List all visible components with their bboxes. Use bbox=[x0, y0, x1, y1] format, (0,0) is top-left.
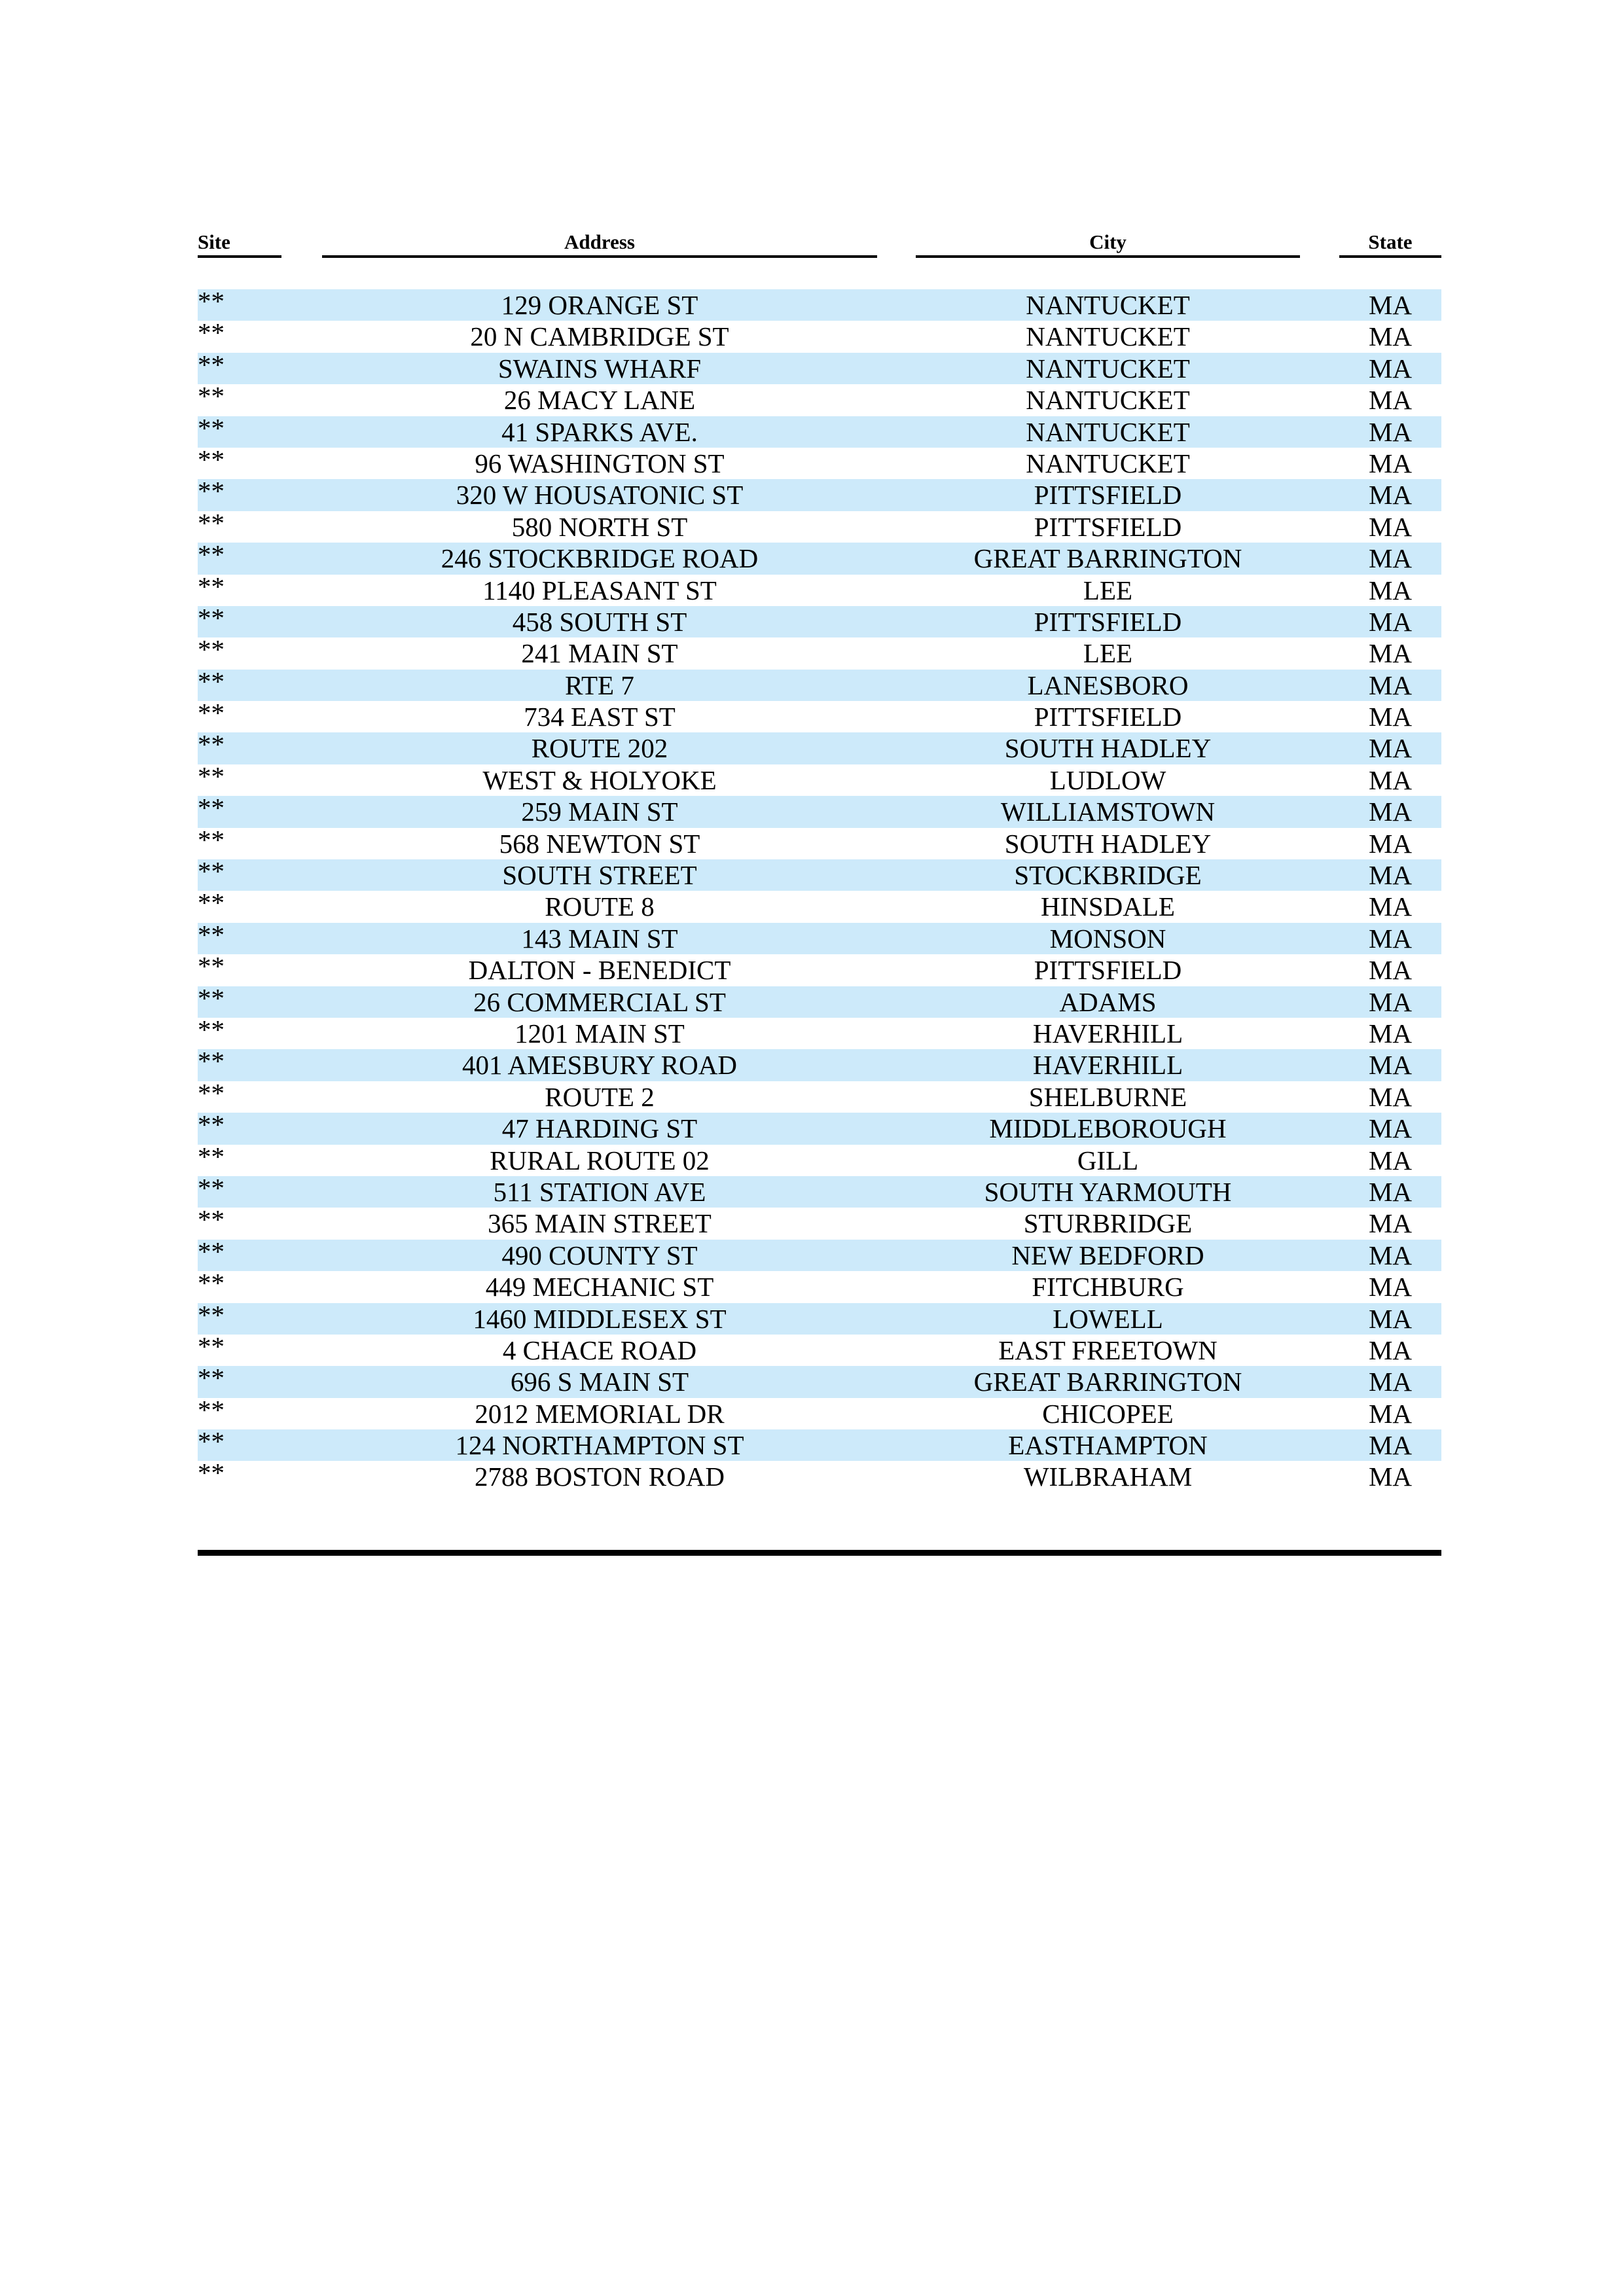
cell-state: MA bbox=[1368, 1367, 1413, 1397]
table-row bbox=[198, 1109, 1441, 1144]
table-row bbox=[198, 539, 1441, 574]
cell-address: 26 COMMERCIAL ST bbox=[473, 986, 726, 1017]
table-row bbox=[198, 349, 1441, 384]
table-row bbox=[198, 919, 1441, 954]
cell-city: ADAMS bbox=[1059, 986, 1157, 1017]
cell-city: HINSDALE bbox=[1041, 891, 1175, 922]
cell-state: MA bbox=[1368, 416, 1413, 447]
cell-city: MONSON bbox=[1049, 923, 1166, 954]
cell-site: ** bbox=[198, 476, 225, 507]
table-row bbox=[198, 1363, 1441, 1397]
cell-site: ** bbox=[198, 1204, 225, 1235]
cell-city: FITCHBURG bbox=[1032, 1272, 1184, 1302]
cell-address: SWAINS WHARF bbox=[497, 353, 702, 384]
table-row bbox=[198, 317, 1441, 352]
cell-site: ** bbox=[198, 761, 225, 791]
cell-state: MA bbox=[1368, 575, 1413, 605]
cell-state: MA bbox=[1368, 511, 1413, 542]
cell-site: ** bbox=[198, 1172, 225, 1203]
table-row bbox=[198, 761, 1441, 796]
cell-address: ROUTE 2 bbox=[545, 1081, 655, 1112]
cell-city: WILBRAHAM bbox=[1023, 1462, 1193, 1492]
table-row bbox=[198, 1204, 1441, 1239]
cell-state: MA bbox=[1368, 764, 1413, 795]
header-address: Address bbox=[322, 229, 877, 258]
table-row bbox=[198, 507, 1441, 543]
cell-site: ** bbox=[198, 824, 225, 855]
cell-site: ** bbox=[198, 888, 225, 918]
table-row bbox=[198, 856, 1441, 891]
cell-state: MA bbox=[1368, 543, 1413, 574]
table-row bbox=[198, 1236, 1441, 1271]
table-row bbox=[198, 982, 1441, 1018]
cell-state: MA bbox=[1368, 986, 1413, 1017]
cell-address: 246 STOCKBRIDGE ROAD bbox=[441, 543, 759, 574]
cell-city: NANTUCKET bbox=[1026, 290, 1190, 320]
cell-address: 1140 PLEASANT ST bbox=[482, 575, 717, 605]
cell-address: ROUTE 8 bbox=[545, 891, 655, 922]
cell-address: 365 MAIN STREET bbox=[488, 1208, 712, 1239]
cell-address: 41 SPARKS AVE. bbox=[501, 416, 698, 447]
cell-state: MA bbox=[1368, 321, 1413, 352]
cell-city: GILL bbox=[1077, 1145, 1139, 1175]
cell-state: MA bbox=[1368, 385, 1413, 416]
cell-city: NEW BEDFORD bbox=[1011, 1240, 1204, 1270]
cell-city: LANESBORO bbox=[1027, 670, 1189, 700]
cell-city: PITTSFIELD bbox=[1034, 702, 1182, 732]
cell-address: 490 COUNTY ST bbox=[501, 1240, 698, 1270]
cell-site: ** bbox=[198, 1363, 225, 1393]
cell-city: EAST FREETOWN bbox=[998, 1335, 1218, 1365]
cell-address: 734 EAST ST bbox=[524, 702, 676, 732]
cell-site: ** bbox=[198, 1426, 225, 1457]
cell-state: MA bbox=[1368, 1018, 1413, 1049]
cell-address: DALTON - BENEDICT bbox=[468, 955, 731, 986]
cell-city: EASTHAMPTON bbox=[1008, 1430, 1208, 1461]
cell-site: ** bbox=[198, 729, 225, 760]
cell-state: MA bbox=[1368, 860, 1413, 891]
cell-city: SOUTH HADLEY bbox=[1004, 828, 1212, 859]
cell-address: 4 CHACE ROAD bbox=[502, 1335, 697, 1365]
cell-site: ** bbox=[198, 1268, 225, 1299]
table-row bbox=[198, 1299, 1441, 1335]
cell-address: 47 HARDING ST bbox=[501, 1113, 698, 1144]
cell-state: MA bbox=[1368, 1081, 1413, 1112]
cell-city: LEE bbox=[1083, 575, 1133, 605]
cell-address: 401 AMESBURY ROAD bbox=[462, 1050, 737, 1081]
cell-address: 696 S MAIN ST bbox=[510, 1367, 689, 1397]
cell-address: 449 MECHANIC ST bbox=[485, 1272, 714, 1302]
cell-address: 259 MAIN ST bbox=[521, 797, 678, 827]
table-row bbox=[198, 1141, 1441, 1176]
cell-city: PITTSFIELD bbox=[1034, 480, 1182, 511]
table-body bbox=[198, 286, 1441, 1493]
table-bottom-rule bbox=[198, 1550, 1441, 1556]
cell-site: ** bbox=[198, 856, 225, 887]
cell-site: ** bbox=[198, 1331, 225, 1361]
cell-address: 568 NEWTON ST bbox=[499, 828, 700, 859]
cell-site: ** bbox=[198, 634, 225, 665]
cell-address: 458 SOUTH ST bbox=[512, 606, 687, 637]
cell-address: RTE 7 bbox=[565, 670, 634, 700]
cell-site: ** bbox=[198, 507, 225, 538]
table-row bbox=[198, 824, 1441, 859]
cell-city: CHICOPEE bbox=[1042, 1398, 1174, 1429]
cell-state: MA bbox=[1368, 702, 1413, 732]
cell-city: WILLIAMSTOWN bbox=[1000, 797, 1216, 827]
table-row bbox=[198, 666, 1441, 701]
table-row bbox=[198, 1268, 1441, 1302]
cell-site: ** bbox=[198, 1109, 225, 1140]
table-row bbox=[198, 381, 1441, 416]
cell-site: ** bbox=[198, 381, 225, 412]
table-row bbox=[198, 602, 1441, 637]
cell-state: MA bbox=[1368, 448, 1413, 478]
cell-state: MA bbox=[1368, 1208, 1413, 1239]
cell-state: MA bbox=[1368, 606, 1413, 637]
cell-site: ** bbox=[198, 1077, 225, 1108]
cell-address: 320 W HOUSATONIC ST bbox=[456, 480, 744, 511]
cell-site: ** bbox=[198, 412, 225, 443]
cell-state: MA bbox=[1368, 480, 1413, 511]
cell-address: WEST & HOLYOKE bbox=[482, 764, 717, 795]
cell-site: ** bbox=[198, 793, 225, 823]
cell-state: MA bbox=[1368, 1176, 1413, 1207]
cell-address: 511 STATION AVE bbox=[493, 1176, 706, 1207]
cell-state: MA bbox=[1368, 1303, 1413, 1334]
header-site: Site bbox=[198, 229, 281, 258]
table-row bbox=[198, 888, 1441, 922]
table-row bbox=[198, 286, 1441, 321]
cell-state: MA bbox=[1368, 923, 1413, 954]
cell-state: MA bbox=[1368, 1145, 1413, 1175]
cell-city: LUDLOW bbox=[1049, 764, 1166, 795]
cell-address: 124 NORTHAMPTON ST bbox=[455, 1430, 744, 1461]
cell-address: 1460 MIDDLESEX ST bbox=[473, 1303, 727, 1334]
table-row bbox=[198, 1458, 1441, 1492]
cell-state: MA bbox=[1368, 828, 1413, 859]
cell-city: PITTSFIELD bbox=[1034, 606, 1182, 637]
cell-city: HAVERHILL bbox=[1032, 1050, 1183, 1081]
cell-state: MA bbox=[1368, 670, 1413, 700]
cell-site: ** bbox=[198, 539, 225, 570]
cell-site: ** bbox=[198, 1236, 225, 1266]
cell-state: MA bbox=[1368, 290, 1413, 320]
table-row bbox=[198, 1046, 1441, 1081]
site-address-table bbox=[198, 229, 1441, 1492]
cell-site: ** bbox=[198, 1141, 225, 1172]
table-row bbox=[198, 571, 1441, 606]
cell-state: MA bbox=[1368, 955, 1413, 986]
cell-address: 96 WASHINGTON ST bbox=[475, 448, 725, 478]
header-city: City bbox=[916, 229, 1300, 258]
cell-city: STURBRIDGE bbox=[1023, 1208, 1193, 1239]
cell-state: MA bbox=[1368, 1462, 1413, 1492]
cell-city: PITTSFIELD bbox=[1034, 955, 1182, 986]
cell-city: NANTUCKET bbox=[1026, 321, 1190, 352]
cell-city: NANTUCKET bbox=[1026, 416, 1190, 447]
cell-city: HAVERHILL bbox=[1032, 1018, 1183, 1049]
cell-address: 26 MACY LANE bbox=[503, 385, 696, 416]
cell-city: SOUTH HADLEY bbox=[1004, 733, 1212, 764]
table-row bbox=[198, 444, 1441, 479]
cell-site: ** bbox=[198, 666, 225, 696]
table-header bbox=[198, 229, 1441, 258]
table-row bbox=[198, 476, 1441, 511]
table-row bbox=[198, 1331, 1441, 1366]
cell-address: 20 N CAMBRIDGE ST bbox=[470, 321, 729, 352]
cell-city: NANTUCKET bbox=[1026, 448, 1190, 478]
cell-site: ** bbox=[198, 349, 225, 380]
cell-state: MA bbox=[1368, 891, 1413, 922]
cell-address: 143 MAIN ST bbox=[521, 923, 678, 954]
cell-state: MA bbox=[1368, 1113, 1413, 1144]
cell-address: SOUTH STREET bbox=[502, 860, 697, 891]
cell-address: 129 ORANGE ST bbox=[501, 290, 698, 320]
cell-city: GREAT BARRINGTON bbox=[973, 1367, 1242, 1397]
cell-city: GREAT BARRINGTON bbox=[973, 543, 1242, 574]
cell-state: MA bbox=[1368, 733, 1413, 764]
cell-site: ** bbox=[198, 602, 225, 633]
cell-state: MA bbox=[1368, 1335, 1413, 1365]
cell-city: LEE bbox=[1083, 638, 1133, 669]
cell-city: NANTUCKET bbox=[1026, 385, 1190, 416]
cell-site: ** bbox=[198, 444, 225, 475]
cell-site: ** bbox=[198, 1014, 225, 1045]
cell-site: ** bbox=[198, 571, 225, 601]
cell-address: 1201 MAIN ST bbox=[514, 1018, 685, 1049]
cell-city: MIDDLEBOROUGH bbox=[989, 1113, 1227, 1144]
cell-address: 2788 BOSTON ROAD bbox=[475, 1462, 725, 1492]
cell-city: SHELBURNE bbox=[1028, 1081, 1187, 1112]
cell-state: MA bbox=[1368, 1430, 1413, 1461]
cell-address: 580 NORTH ST bbox=[511, 511, 688, 542]
table-row bbox=[198, 412, 1441, 448]
cell-site: ** bbox=[198, 982, 225, 1013]
table-row bbox=[198, 793, 1441, 827]
cell-city: PITTSFIELD bbox=[1034, 511, 1182, 542]
cell-address: 241 MAIN ST bbox=[521, 638, 678, 669]
table-row bbox=[198, 1426, 1441, 1461]
cell-address: 2012 MEMORIAL DR bbox=[475, 1398, 725, 1429]
table-row bbox=[198, 951, 1441, 986]
cell-state: MA bbox=[1368, 638, 1413, 669]
cell-state: MA bbox=[1368, 797, 1413, 827]
cell-city: LOWELL bbox=[1053, 1303, 1163, 1334]
table-row bbox=[198, 1014, 1441, 1049]
table-row bbox=[198, 1077, 1441, 1113]
table-row bbox=[198, 1394, 1441, 1429]
table-row bbox=[198, 634, 1441, 669]
table-row bbox=[198, 698, 1441, 732]
cell-city: STOCKBRIDGE bbox=[1014, 860, 1202, 891]
cell-site: ** bbox=[198, 1394, 225, 1425]
cell-site: ** bbox=[198, 286, 225, 316]
cell-site: ** bbox=[198, 1458, 225, 1488]
cell-site: ** bbox=[198, 919, 225, 950]
table-row bbox=[198, 729, 1441, 764]
cell-site: ** bbox=[198, 317, 225, 348]
cell-site: ** bbox=[198, 951, 225, 982]
cell-state: MA bbox=[1368, 1272, 1413, 1302]
cell-site: ** bbox=[198, 1046, 225, 1077]
cell-city: NANTUCKET bbox=[1026, 353, 1190, 384]
cell-address: RURAL ROUTE 02 bbox=[490, 1145, 710, 1175]
cell-state: MA bbox=[1368, 1050, 1413, 1081]
cell-state: MA bbox=[1368, 1398, 1413, 1429]
cell-site: ** bbox=[198, 698, 225, 728]
cell-state: MA bbox=[1368, 1240, 1413, 1270]
cell-state: MA bbox=[1368, 353, 1413, 384]
table-row bbox=[198, 1172, 1441, 1208]
cell-address: ROUTE 202 bbox=[531, 733, 668, 764]
cell-site: ** bbox=[198, 1299, 225, 1330]
cell-city: SOUTH YARMOUTH bbox=[984, 1176, 1232, 1207]
header-state: State bbox=[1339, 229, 1441, 258]
